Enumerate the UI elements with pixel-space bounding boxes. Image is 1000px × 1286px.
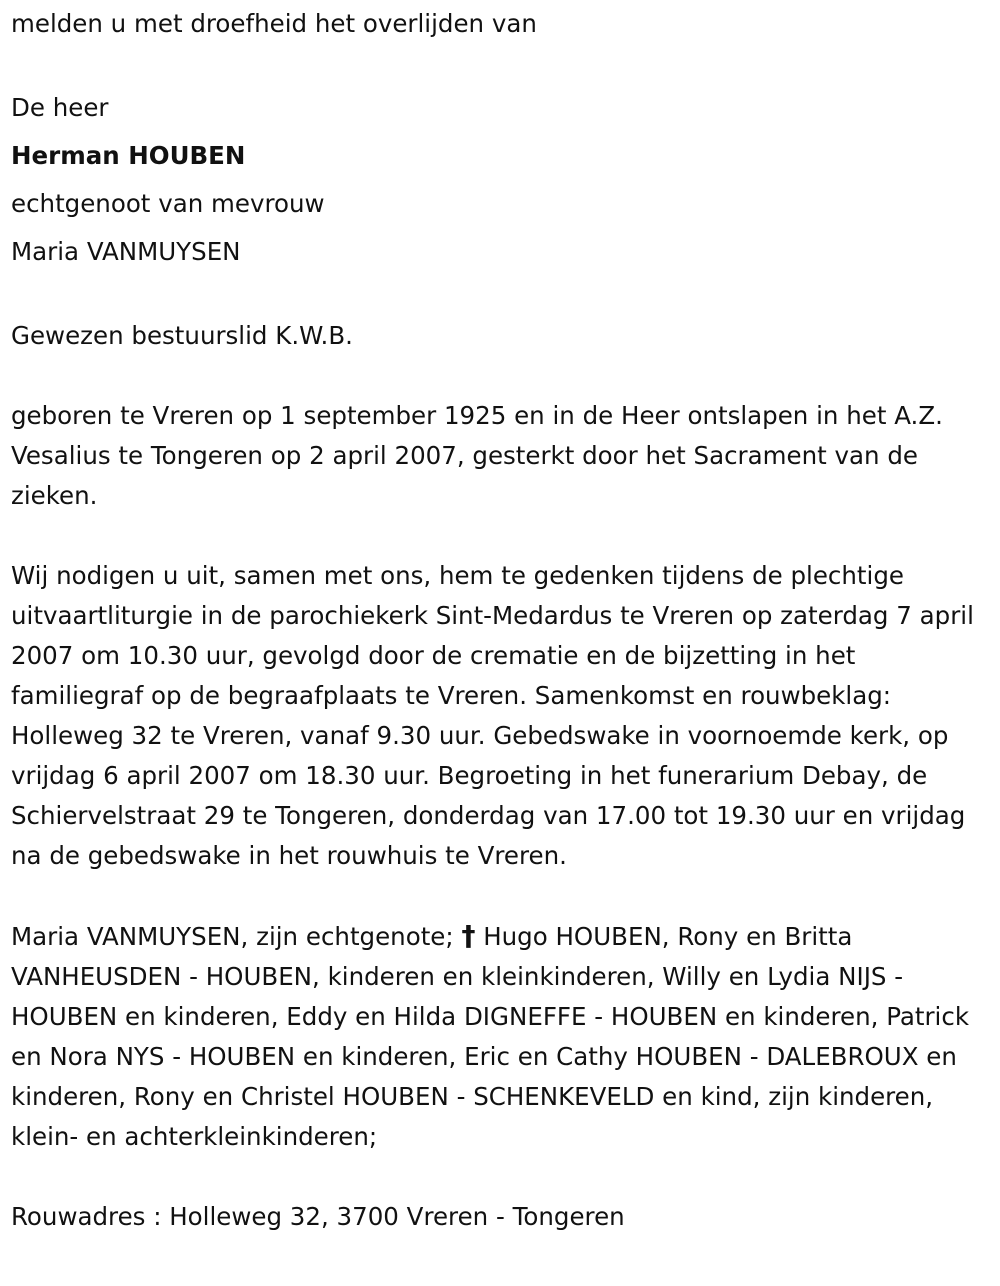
spouse-name: Maria VANMUYSEN: [11, 237, 241, 266]
spouse-label: echtgenoot van mevrouw: [11, 189, 325, 218]
family-members-text: Hugo HOUBEN, Rony en Britta VANHEUSDEN - HOUBEN, kinderen en kleinkinderen, Willy en Lydia NIJS - HOUBEN en kinderen, Eddy en Hilda DIGNEFFE - HOUBEN en kinderen, Patrick en Nora NYS - HOUBEN en kinderen, Eric en Cathy HOUBEN - DALEBROUX en kinderen, Rony en Christel HOUBEN - SCHENKEVELD en kind, zijn kinderen, klein- en achterkleinkinderen;: [11, 922, 970, 1151]
funeral-paragraph: Wij nodigen u uit, samen met ons, hem te gedenken tijdens de plechtige uitvaartliturgie in de parochiekerk Sint-Medardus te Vreren op zaterdag 7 april 2007 om 10.30 uur, gevolgd door de crematie en de bijzetting in het familiegraf op de begraafplaats te Vreren. Samenkomst en rouwbeklag: Holleweg 32 te Vreren, vanaf 9.30 uur. Gebedswake in voornoemde kerk, op vrijdag 6 april 2007 om 18.30 uur. Begroeting in het funerarium Debay, de Schiervelstraat 29 te Tongeren, donderdag van 17.00 tot 19.30 uur en vrijdag na de gebedswake in het rouwhuis te Vreren.: [11, 561, 974, 870]
family-spouse-text: Maria VANMUYSEN, zijn echtgenote;: [11, 922, 454, 951]
birth-death-paragraph: geboren te Vreren op 1 september 1925 en in de Heer ontslapen in het A.Z. Vesalius te Tongeren op 2 april 2007, gesterkt door het Sacrament van de zieken.: [11, 401, 943, 510]
deceased-name: Herman HOUBEN: [11, 141, 246, 170]
cross-icon: †: [461, 919, 476, 952]
family-paragraph: [11, 916, 986, 1157]
role-text: Gewezen bestuurslid K.W.B.: [11, 321, 353, 350]
intro-text: melden u met droefheid het overlijden van: [11, 9, 537, 38]
death-notice: [11, 4, 986, 1237]
salutation: De heer: [11, 93, 109, 122]
mourning-address: Rouwadres : Holleweg 32, 3700 Vreren - Tongeren: [11, 1202, 625, 1231]
deceased-block: [11, 84, 986, 276]
